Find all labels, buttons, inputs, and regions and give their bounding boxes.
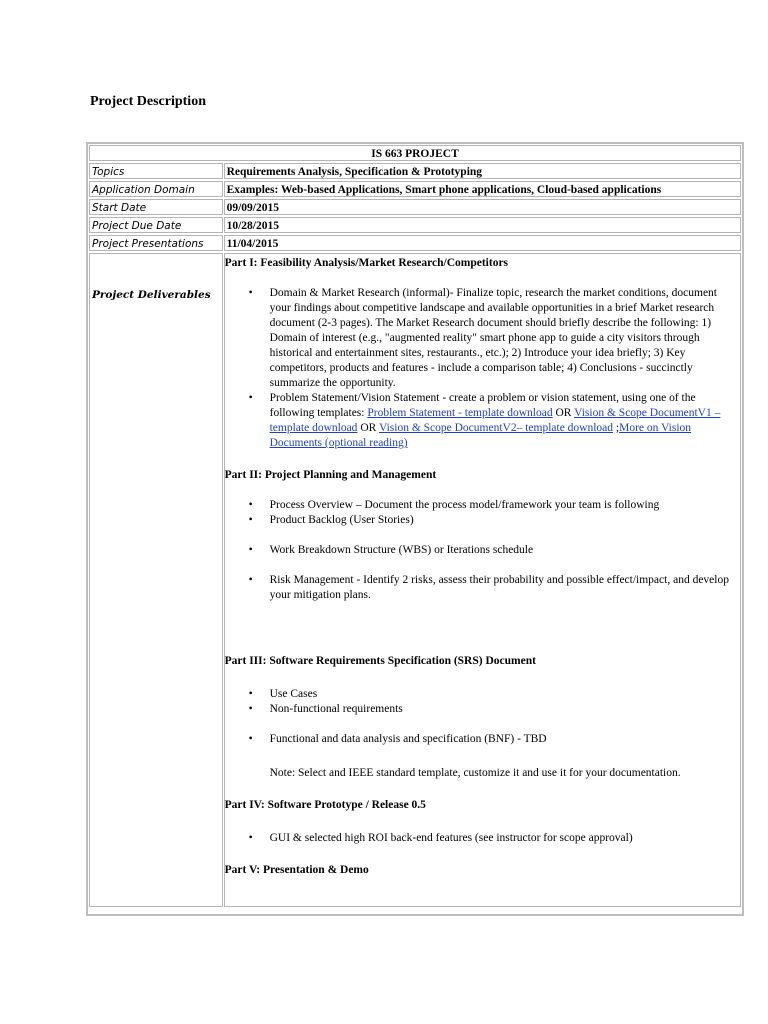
semicolon-separator: ; [613,422,620,434]
vision-scope-v1-link[interactable]: Vision & Scope DocumentV1 – template download [269,407,721,434]
part-4-title: Part IV: Software Prototype / Release 0.5 [224,799,426,811]
table-row [89,235,741,251]
row-label-presentations: Project Presentations [89,235,223,251]
part-3-title: Part III: Software Requirements Specification (SRS) Document [224,655,536,667]
table-row [89,181,741,197]
list-item [248,513,740,528]
list-item [248,702,740,717]
table-row [89,199,741,215]
or-separator: OR [552,407,575,419]
vision-documents-link[interactable]: More on Vision Documents (optional reading) [269,422,692,449]
project-table [86,142,744,916]
part-2-list [225,498,740,603]
process-overview-text: Process Overview – Document the process model/framework your team is following [269,499,660,511]
functional-analysis-text: Functional and data analysis and specification (BNF) - TBD [269,733,547,745]
bullet-icon: • [248,733,253,745]
bullet-icon: • [248,688,253,700]
part-2-title: Part II: Project Planning and Management [224,469,437,481]
table-row [89,163,741,179]
table-title: IS 663 PROJECT [89,145,741,161]
row-value-start-date: 09/09/2015 [224,199,741,215]
list-item [248,831,740,846]
market-research-text: Domain & Market Research (informal)- Finalize topic, research the market conditions, document your findings about competitive landscape and available opportunities in a brief Market research document (2-3 pages). The Market Research document should briefly describe the following: 1) Domain of interest (e.g., "augmented reality" smart phone app to guide a city visitors through historical and entertainment sites, restaurants., etc.); 2) Introduce your idea briefly; 3) Key competitors, products and features - include a comparison table; 4) Conclusions - succinctly summarize the opportunity. [269,287,717,389]
list-item [248,543,740,558]
row-value-due-date: 10/28/2015 [224,217,741,233]
or-separator: OR [357,422,379,434]
bullet-icon: • [248,287,253,299]
row-value-presentations: 11/04/2015 [224,235,741,251]
product-backlog-text: Product Backlog (User Stories) [269,514,414,526]
list-item [248,732,740,747]
wbs-text: Work Breakdown Structure (WBS) or Iterations schedule [269,544,534,556]
page-title: Project Description [90,94,206,109]
deliverables-row [89,253,741,907]
row-label-application-domain: Application Domain [89,181,223,197]
row-label-topics: Topics [89,163,223,179]
bullet-icon: • [248,544,253,556]
srs-note: Note: Select and IEEE standard template, customize it and use it for your documentation. [269,767,681,779]
row-label-start-date: Start Date [89,199,223,215]
deliverables-content [224,253,741,907]
vision-scope-v2-link[interactable]: Vision & Scope DocumentV2– template download [378,422,614,434]
non-functional-text: Non-functional requirements [269,703,403,715]
part-4-list [225,831,740,846]
part-3-list [225,687,740,747]
row-value-application-domain: Examples: Web-based Applications, Smart phone applications, Cloud-based applications [224,181,741,197]
list-item [248,498,740,513]
list-item [248,687,740,702]
bullet-icon: • [248,574,253,586]
deliverables-label: Project Deliverables [89,253,223,907]
bullet-icon: • [248,832,253,844]
risk-management-text: Risk Management - Identify 2 risks, assess their probability and possible effect/impact, and develop your mitigation plans. [269,574,729,601]
bullet-icon: • [248,392,253,404]
list-item [248,573,740,603]
table-row [89,217,741,233]
part-5-title: Part V: Presentation & Demo [224,864,369,876]
use-cases-text: Use Cases [269,688,318,700]
problem-statement-template-link[interactable]: Problem Statement - template download [367,407,553,419]
problem-statement-text: Problem Statement/Vision Statement - create a problem or vision statement, using one of the following templates: [269,392,696,419]
part-1-list [225,286,740,451]
bullet-icon: • [248,499,253,511]
list-item [248,391,740,451]
list-item [248,286,740,391]
bullet-icon: • [248,514,253,526]
row-label-due-date: Project Due Date [89,217,223,233]
gui-features-text: GUI & selected high ROI back-end features (see instructor for scope approval) [269,832,633,844]
bullet-icon: • [248,703,253,715]
part-1-title: Part I: Feasibility Analysis/Market Research/Competitors [224,257,509,269]
row-value-topics: Requirements Analysis, Specification & Prototyping [224,163,741,179]
